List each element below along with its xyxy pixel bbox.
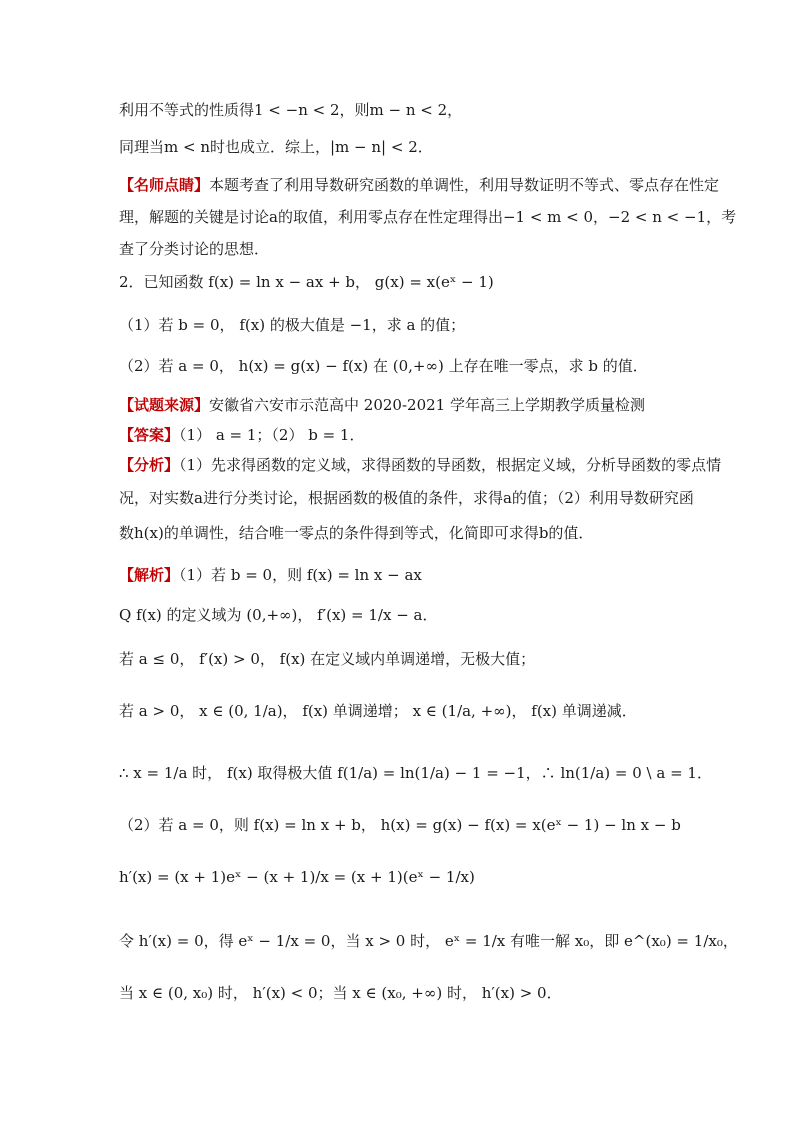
text-span: （1）先求得函数的定义域，求得函数的导函数，根据定义域，分析导函数的零点情 (179, 456, 722, 474)
analysis-line (119, 454, 722, 476)
text-line: 数h(x)的单调性，结合唯一零点的条件得到等式，化简即可求得b的值． (119, 524, 594, 542)
text-span: （1）若 b = 0，则 f(x) = ln x − ax (179, 566, 422, 584)
subquestion-line: （1）若 b = 0， f(x) 的极大值是 −1，求 a 的值； (119, 316, 466, 334)
text-line: 若 a ≤ 0， f′(x) > 0， f(x) 在定义域内单调递增，无极大值； (119, 650, 536, 668)
section-tag: 【解析】 (119, 566, 180, 584)
question-line: 2．已知函数 f(x) = ln x − ax + b， g(x) = x(eˣ − 1) (119, 273, 494, 291)
text-line: Q f(x) 的定义域为 (0,+∞)， f′(x) = 1/x − a． (119, 606, 438, 624)
text-line: 查了分类讨论的思想． (119, 240, 270, 258)
section-tag: 【名师点睛】 (119, 176, 210, 194)
text-span: 安徽省六安市示范高中 2020-2021 学年高三上学期教学质量检测 (209, 396, 645, 414)
text-line: 理，解题的关键是讨论a的取值，利用零点存在性定理得出−1 < m < 0，−2 < n < −1，考 (119, 208, 737, 226)
famous-teacher-note-line (119, 174, 720, 196)
text-line: 当 x ∈ (0, x₀) 时， h′(x) < 0；当 x ∈ (x₀, +∞) 时， h′(x) > 0． (119, 984, 562, 1002)
text-span: 本题考查了利用导数研究函数的单调性，利用导数证明不等式、零点存在性定 (209, 176, 720, 194)
subquestion-line: （2）若 a = 0， h(x) = g(x) − f(x) 在 (0,+∞) 上存在唯一零点，求 b 的值． (119, 357, 648, 375)
text-line: h′(x) = (x + 1)eˣ − (x + 1)/x = (x + 1)(eˣ − 1/x) (119, 868, 475, 886)
section-tag: 【分析】 (119, 456, 180, 474)
text-span: （1） a = 1；（2） b = 1． (179, 426, 365, 444)
source-line (119, 394, 679, 416)
answer-line (119, 424, 679, 446)
text-line: ∴ x = 1/a 时， f(x) 取得极大值 f(1/a) = ln(1/a) − 1 = −1，∴ ln(1/a) = 0 \ a = 1． (119, 764, 712, 782)
text-line: 利用不等式的性质得1 < −n < 2，则m − n < 2， (119, 101, 463, 119)
solution-line (119, 564, 679, 586)
text-line: 若 a > 0， x ∈ (0, 1/a)， f(x) 单调递增； x ∈ (1/a, +∞)， f(x) 单调递减． (119, 702, 637, 720)
text-line: 况，对实数a进行分类讨论，根据函数的极值的条件，求得a的值；（2）利用导数研究函 (119, 489, 694, 507)
section-tag: 【答案】 (119, 426, 180, 444)
text-line: （2）若 a = 0，则 f(x) = ln x + b， h(x) = g(x) − f(x) = x(eˣ − 1) − ln x − b (119, 816, 681, 834)
text-line: 同理当m < n时也成立．综上，|m − n| < 2． (119, 138, 433, 156)
text-line: 令 h′(x) = 0，得 eˣ − 1/x = 0，当 x > 0 时， eˣ = 1/x 有唯一解 x₀，即 e^(x₀) = 1/x₀， (119, 932, 738, 950)
section-tag: 【试题来源】 (119, 396, 210, 414)
